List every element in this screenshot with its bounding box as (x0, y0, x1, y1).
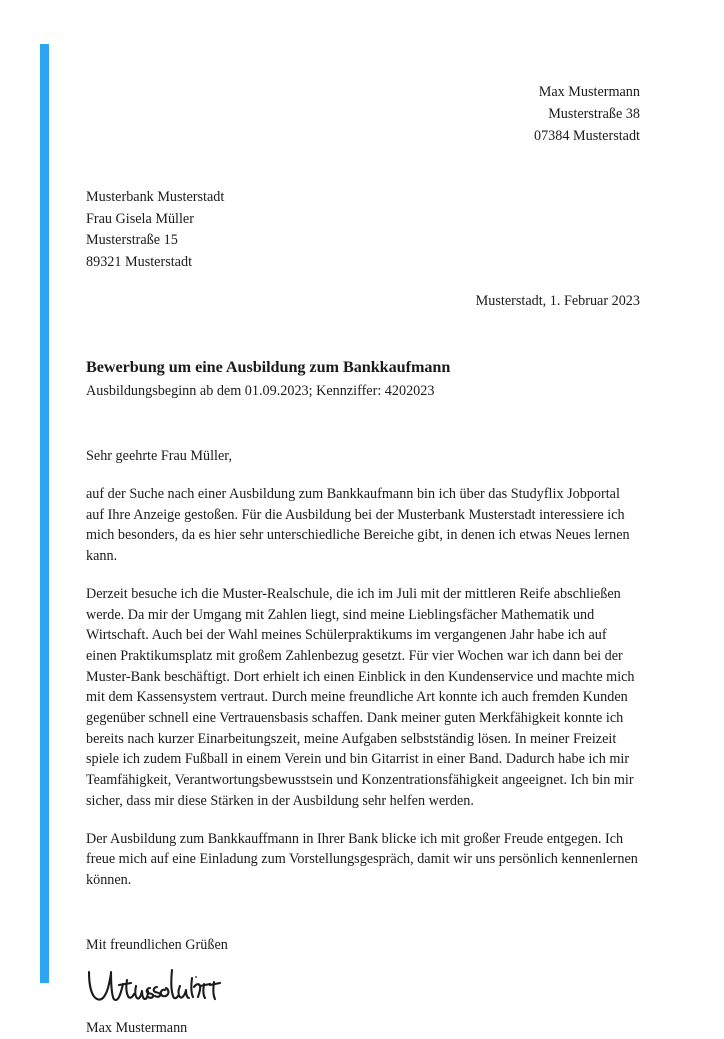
recipient-city: 89321 Musterstadt (86, 253, 193, 270)
subject-title: Bewerbung um eine Ausbildung zum Bankkaufmann (86, 358, 451, 376)
sender-street: Musterstraße 38 (548, 106, 640, 122)
salutation: Sehr geehrte Frau Müller, (86, 448, 232, 464)
body-paragraph: Der Ausbildung zum Bankkauffmann in Ihrer Bank blicke ich mit großer Freude entgegen. Ich freue mich auf eine Einladung zum Vorstellungsgespräch, damit wir uns persönlich kennenlernen können. (86, 830, 638, 888)
letter-content (86, 44, 640, 1036)
sender-name: Max Mustermann (538, 84, 640, 100)
handwritten-signature-icon (86, 966, 640, 1012)
subject-block (86, 356, 640, 402)
recipient-address-block (86, 187, 640, 273)
recipient-contact: Frau Gisela Müller (86, 210, 194, 227)
recipient-street: Musterstraße 15 (86, 232, 178, 248)
body-paragraph: Derzeit besuche ich die Muster-Realschule, die ich im Juli mit der mittleren Reife abschließen werde. Da mir der Umgang mit Zahlen liegt, sind meine Lieblingsfächer Mathematik und Wirtschaft. Auch bei der Wahl meines Schülerpraktikums im vergangenen Jahr habe ich auf einen Praktikumsplatz mit großem Zahlenbezug gesetzt. Für vier Wochen war ich dann bei der Muster-Bank beschäftigt. Dort erhielt ich einen Einblick in den Kundenservice und machte mich mit dem Kassensystem vertraut. Durch meine freundliche Art konnte ich auch fremden Kunden gegenüber schnell eine Vertrauensbasis schaffen. Dank meiner guten Merkfähigkeit konnte ich bereits nach kurzer Einarbeitungszeit, meine Aufgaben selbstständig lösen. In meiner Freizeit spiele ich zudem Fußball in einem Verein und bin Gitarrist in einer Band. Dadurch habe ich mir Teamfähigkeit, Verantwortungsbewusstsein und Konzentrationsfähigkeit angeeignet. Ich bin mir sicher, dass mir diese Stärken in der Ausbildung sehr helfen werden. (86, 585, 635, 809)
recipient-company: Musterbank Musterstadt (86, 189, 225, 205)
body-paragraph: auf der Suche nach einer Ausbildung zum Bankkaufmann bin ich über das Studyflix Jobportal auf Ihre Anzeige gestoßen. Für die Ausbildung bei der Musterbank Musterstadt interessiere ich mich besonders, da es hier sehr unterschiedliche Bereiche gibt, in denen ich etwas Neues lernen kann. (86, 486, 630, 565)
date-line: Musterstadt, 1. Februar 2023 (475, 293, 640, 309)
closing-formula: Mit freundlichen Grüßen (86, 936, 228, 953)
signature-name: Max Mustermann (86, 1019, 188, 1036)
left-accent-bar (40, 44, 49, 983)
subject-reference: Ausbildungsbeginn ab dem 01.09.2023; Kennziffer: 4202023 (86, 383, 435, 399)
sender-city: 07384 Musterstadt (533, 128, 640, 144)
sender-address-block (86, 81, 640, 147)
